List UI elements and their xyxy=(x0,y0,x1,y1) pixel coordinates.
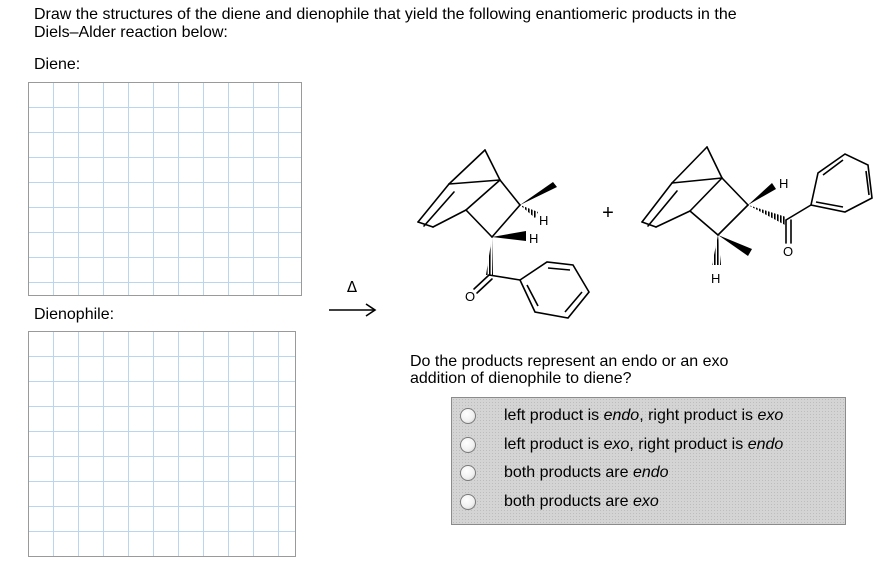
answer-choices-panel xyxy=(451,397,846,525)
plus-sign: + xyxy=(602,202,614,224)
choice-option-3[interactable] xyxy=(460,460,669,486)
choice-option-1[interactable] xyxy=(460,403,783,429)
left-wedge-h-bottom xyxy=(492,231,526,241)
right-wedge-methyl xyxy=(718,235,752,256)
radio-button-2[interactable] xyxy=(460,437,476,453)
choice-1-em-b: exo xyxy=(757,407,784,424)
left-phenyl-ring xyxy=(520,262,589,318)
choice-1-text-b: , right product is xyxy=(639,407,758,424)
left-hash-h-top xyxy=(520,205,538,218)
endo-exo-question xyxy=(410,353,830,387)
left-hash-carbonyl xyxy=(486,237,493,275)
choice-3-text-a: both products are xyxy=(504,464,633,481)
left-wedge-methyl xyxy=(520,182,557,205)
diene-label: Diene: xyxy=(34,56,81,73)
radio-button-4[interactable] xyxy=(460,494,476,510)
right-wedge-h-top xyxy=(748,183,776,205)
right-phenyl-ring xyxy=(811,154,872,212)
heat-symbol: Δ xyxy=(346,278,358,296)
right-h-top: H xyxy=(779,176,789,191)
choice-label-1 xyxy=(504,407,783,425)
right-h-bottom: H xyxy=(711,271,721,286)
choice-3-em-a: endo xyxy=(632,464,669,481)
choice-label-3 xyxy=(504,464,669,482)
choice-2-em-a: exo xyxy=(603,436,630,453)
question-line-2: addition of dienophile to diene? xyxy=(410,370,632,387)
radio-button-1[interactable] xyxy=(460,408,476,424)
left-oxygen: O xyxy=(465,289,476,304)
choice-4-text-a: both products are xyxy=(504,493,633,510)
choice-option-4[interactable] xyxy=(460,489,659,515)
choice-label-4 xyxy=(504,493,659,511)
radio-button-3[interactable] xyxy=(460,465,476,481)
choice-2-text-a: left product is xyxy=(504,436,604,453)
right-product-skeleton xyxy=(642,147,811,243)
left-h-bottom: H xyxy=(529,231,539,246)
prompt-line-2: Diels–Alder reaction below: xyxy=(34,24,228,41)
right-oxygen: O xyxy=(783,244,794,259)
choice-option-2[interactable] xyxy=(460,432,783,458)
left-h-top: H xyxy=(539,213,549,228)
right-hash-h-bottom xyxy=(712,235,721,265)
dienophile-label: Dienophile: xyxy=(34,306,115,323)
choice-2-em-b: endo xyxy=(747,436,784,453)
right-hash-carbonyl xyxy=(748,205,786,225)
prompt-line-1: Draw the structures of the diene and dienophile that yield the following enantiomeric products in the xyxy=(34,6,737,23)
left-product-skeleton xyxy=(418,150,520,293)
choice-1-em-a: endo xyxy=(603,407,640,424)
choice-2-text-b: , right product is xyxy=(629,436,748,453)
choice-label-2 xyxy=(504,436,783,454)
choice-4-em-a: exo xyxy=(632,493,659,510)
reaction-arrow xyxy=(329,304,375,316)
choice-1-text-a: left product is xyxy=(504,407,604,424)
question-line-1: Do the products represent an endo or an exo xyxy=(410,353,729,370)
